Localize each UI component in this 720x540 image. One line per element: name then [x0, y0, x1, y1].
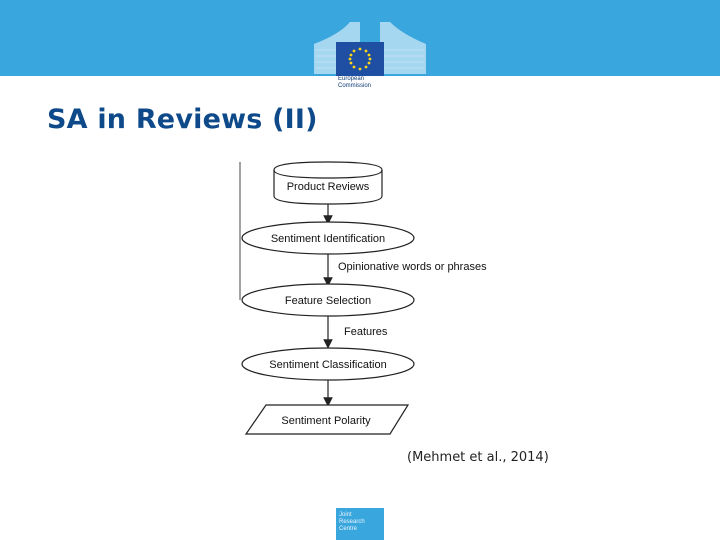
jrc-line1: Joint	[339, 512, 352, 518]
flowchart-diagram	[236, 160, 506, 440]
label-sentiment-classification: Sentiment Classification	[269, 359, 387, 371]
jrc-logo	[336, 508, 384, 540]
ec-logo-line2: Commission	[338, 83, 372, 89]
label-sentiment-polarity: Sentiment Polarity	[281, 415, 371, 427]
label-product-reviews: Product Reviews	[286, 181, 370, 193]
label-feature-selection: Feature Selection	[284, 295, 372, 307]
slide-title: SA in Reviews (II)	[47, 104, 318, 135]
label-sentiment-identification: Sentiment Identification	[270, 233, 386, 245]
node-sentiment-identification	[242, 222, 414, 254]
node-sentiment-classification	[242, 348, 414, 380]
label-features: Features	[344, 326, 388, 338]
jrc-logo-text	[339, 512, 365, 533]
node-sentiment-polarity	[246, 405, 408, 434]
jrc-line3: Centre	[339, 526, 358, 532]
jrc-line2: Research	[339, 519, 365, 525]
citation: (Mehmet et al., 2014)	[407, 450, 549, 465]
ec-logo-line1: European	[338, 76, 365, 82]
ec-logo-text	[338, 76, 398, 98]
node-product-reviews	[274, 162, 382, 204]
label-opinionative: Opinionative words or phrases	[338, 261, 487, 273]
node-feature-selection	[242, 284, 414, 316]
